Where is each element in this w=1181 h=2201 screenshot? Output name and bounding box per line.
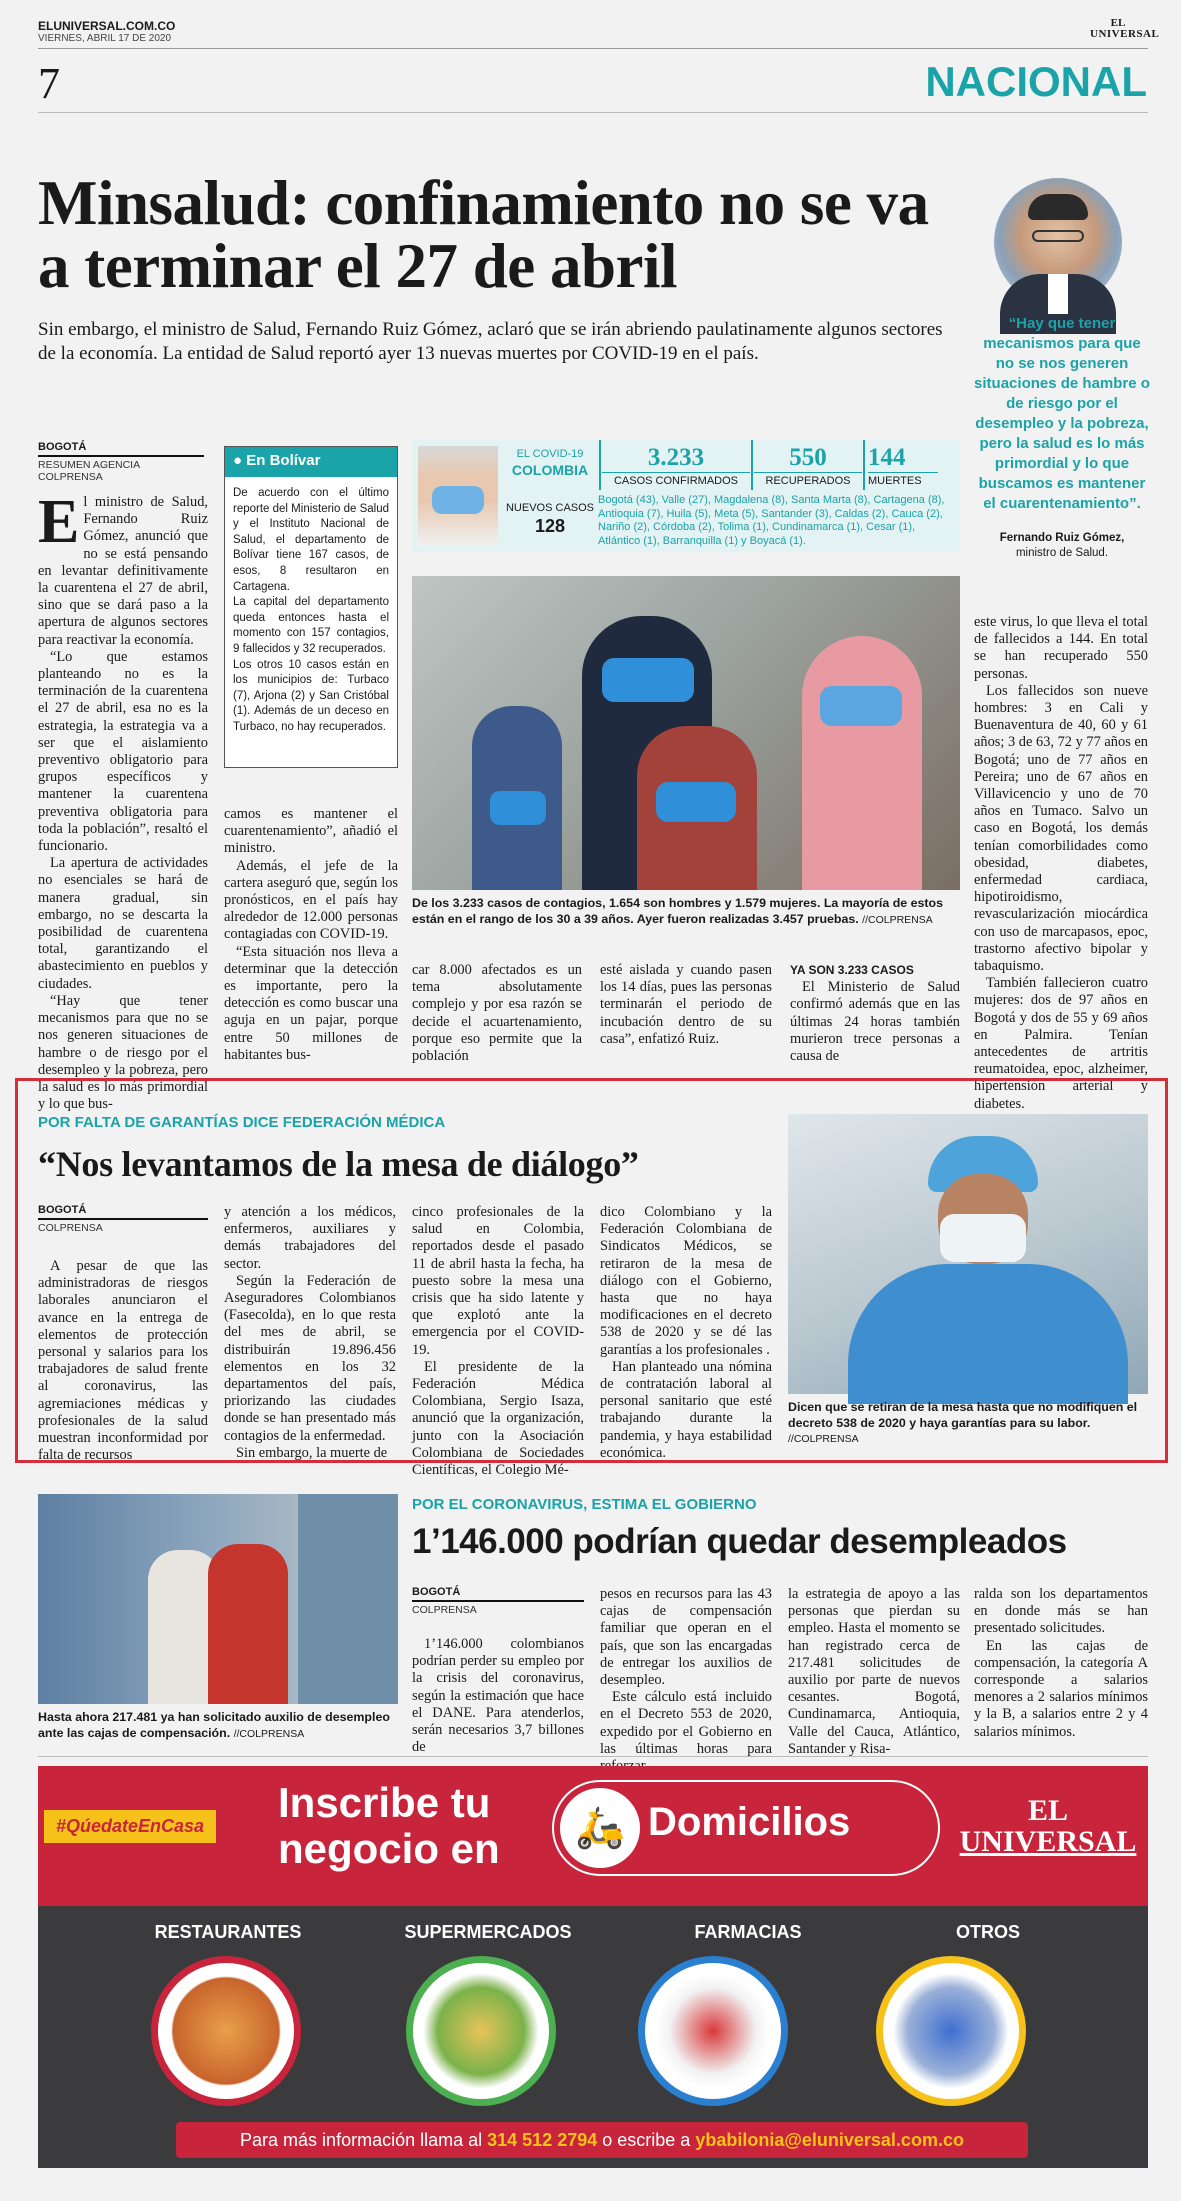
confirmed-stat [602,444,750,487]
subhead: YA SON 3.233 CASOS [790,963,914,977]
main-col-5 [790,962,960,1065]
footer-phone: 314 512 2794 [487,2130,598,2150]
category-supermercados: SUPERMERCADOS [404,1922,572,1942]
portrait-shirt [1048,274,1068,314]
mask-1 [490,791,546,825]
main-photo-caption [412,896,960,928]
bolivar-box-body [225,477,397,745]
page-number: 7 [38,59,60,108]
portrait-hair [1028,194,1088,220]
recovered-label: RECUPERADOS [754,472,862,487]
new-cases-value: 128 [534,516,566,536]
new-cases-breakdown: Bogotá (43), Valle (27), Magdalena (8), Santa Marta (8), Cartagena (8), Antioquia (7), Huila (5), Meta (5), Santander (3), Caldas (2), Cauca (2), Nariño (2), Córdoba (2), Tolima (1), Cundinamarca (1), Cesar (1), Atlántico (1), Barranquilla (1) y Boyacá (1). [598,494,945,547]
masthead-date: VIERNES, ABRIL 17 DE 2020 [38,33,172,44]
paragraph: ralda son los departamentos en donde más se han presentado solicitudes. [974,1586,1148,1637]
person-4 [802,636,922,890]
nurse-photo [788,1114,1148,1394]
paragraph: En las cajas de compensación, la categoría A corresponde a salarios menores a 2 salarios mínimos y la B, a salarios entre 2 y 4 salarios mínimos. [974,1637,1148,1740]
stats-divider-3 [863,440,865,490]
other-circle [876,1956,1026,2106]
paragraph: Según la Federación de Aseguradores Colombianos (Fasecolda), en lo que resta del mes de abril, se distribuirán 19.896.456 elementos en los 32 departamentos del país, priorizando las ciudades donde se han presentado más contagios de la enfermedad. [224,1272,396,1444]
paragraph: Han planteado una nómina de contratación laboral al personal sanitario que esté trabajando durante la pandemia, y haya estabilidad económica. [600,1358,772,1461]
third-kicker: POR EL CORONAVIRUS, ESTIMA EL GOBIERNO [412,1496,757,1513]
doctor-mask-image [418,446,498,546]
paragraph: Este cálculo está incluido en el Decreto 553 de 2020, expedido por el Gobierno en las últimas horas para [600,1689,772,1757]
main-photo [412,576,960,890]
paragraph: 1’146.000 colombianos podrían perder su empleo por la crisis del coronavirus, según la estimación que hace el DANE. Para atenderlos, serán necesarios 3,7 billones de [412,1636,584,1756]
paragraph: También fallecieron cuatro mujeres: dos de 97 años en Bogotá y dos de 55 y 69 años en Palmira. Tenían antecedentes de artritis reumatoidea, epoc, alzheimer, hipertensión arterial y diabetes. [974,975,1148,1112]
new-cases-label: NUEVOS CASOS [505,502,595,514]
main-col-3 [412,962,582,1065]
paragraph: esté aislada y cuando pasen los 14 días, pues las personas terminarán el periodo de incubación dentro de su casa”, enfatizó Ruiz. [600,962,772,1047]
paragraph: cinco profesionales de la salud en Colombia, reportados desde el pasado 11 de abril hasta la fecha, ha puesto sobre la mesa una crisis que ha sido latente y que explotó ante la emergencia por el COVID-19. [412,1204,584,1358]
logo-bottom: UNIVERSAL [1090,28,1160,40]
delivery-icon: 🛵 [560,1788,640,1868]
byline-city: BOGOTÁ [38,441,87,453]
third-col-3 [788,1586,960,1758]
byline-agency: RESUMEN AGENCIA COLPRENSA [38,455,204,483]
main-col-1 [38,488,208,1113]
paragraph: este virus, lo que lleva el total de fallecidos a 144. En total se han recuperado 550 personas. [974,614,1148,682]
caption-text: Hasta ahora 217.481 ya han solicitado auxilio de desempleo ante las cajas de compensación. [38,1710,390,1740]
byline-agency: COLPRENSA [38,1218,208,1234]
unemployed-photo-caption [38,1710,400,1742]
logo-top: EL [1110,17,1126,29]
second-byline [38,1204,208,1234]
deaths-stat [868,444,938,487]
second-headline: “Nos levantamos de la mesa de diálogo” [38,1144,639,1184]
bolivar-box-title: En Bolívar [246,452,321,469]
second-col-2 [224,1204,396,1462]
mask-2 [602,658,694,702]
stats-divider-1 [599,440,601,490]
nurse-mask [940,1214,1026,1262]
unemployed-photo [38,1494,398,1704]
third-byline [412,1586,584,1616]
second-col-1 [38,1258,208,1464]
groceries-circle [406,1956,556,2106]
portrait-glasses [1032,230,1084,242]
header-rule [38,48,1148,49]
stats-label-top: EL COVID-19 [516,448,584,460]
pull-quote: “Hay que tener mecanismos para que no se nos generen situaciones de hambre o de riesgo por el desempleo y la pobreza, pero la salud es lo más primordial y lo que buscamos es mantener el cuarentenamiento”. [974,315,1150,512]
minister-portrait [994,178,1122,306]
paragraph: car 8.000 afectados es un tema absolutamente complejo y por esa razón se decide el acuartenamiento, porque eso permite que la población [412,962,582,1065]
footer-mid: o escribe a [597,2130,696,2150]
dropcap: E [38,488,80,556]
quote-author: Fernando Ruiz Gómez, [999,532,1125,544]
domicilios-ad [38,1766,1148,2168]
caption-credit: //COLPRENSA [788,1433,859,1445]
covid-stats-box [412,440,960,552]
hashtag-badge: #QúedateEnCasa [44,1810,216,1843]
main-dek: Sin embargo, el ministro de Salud, Fernando Ruiz Gómez, aclaró que se irán abriendo paulatinamente algunos sectores de la economía. La entidad de Salud reportó ayer 13 nuevas muertes por COVID-19 en el país. [38,319,943,364]
stats-divider-2 [751,440,753,490]
paragraph: Los fallecidos son nueve hombres: 3 en Cali y Buenaventura de 40, 60 y 61 años; 3 de 63, 72 y 77 años en Bogotá; uno de 77 años en Pereira; uno de 67 años en Villavicencio y uno de 70 años en Tumaco. Salvo un caso en Bogotá, los demás tenían comorbilidades como obesidad, diabetes, enfermedad cardiaca, hipotiroidismo, revascularización miocárdica con uso de marcapasos, epoc, trastorno afectivo bipolar y tabaquismo. [974,682,1148,975]
paragraph: camos es mantener el cuarentenamiento”, añadió el ministro. [224,806,398,857]
byline-city: BOGOTÁ [38,1204,87,1216]
caption-credit: //COLPRENSA [233,1727,305,1740]
paragraph: “Lo que estamos planteando no es la terminación de la cuarentena el 27 de abril, esa no es la estrategia, la estrategia va a ser que el aislamiento preventivo obligatorio para grupos específicos y mantener la cuarentena preventiva obligatoria para toda la población”, resaltó el funcionario. [38,648,208,855]
third-col-4 [974,1586,1148,1741]
paragraph: “Esta situación nos lleva a determinar que la detección es importante, pero la detección es como buscar una aguja en un pajar, porque entre 50 millones de habitantes bus- [224,943,398,1063]
main-byline [38,441,204,483]
paragraph: la estrategia de apoyo a las personas que pierdan su empleo. Hasta el momento se han registrado cerca de 217.481 solicitudes de auxilio por parte de nuevos cesantes. Bogotá, Cundinamarca, Antioquia, Valle del Cauca, Atlántico, Santander y Risa- [788,1586,960,1757]
paragraph: El Ministerio de Salud confirmó además que en las últimas 24 horas también murieron trece personas a causa de [790,979,960,1065]
bolivar-text-1: De acuerdo con el último reporte del Ministerio de Salud y el Instituto Nacional de Salud, el departamento de Bolívar tiene 167 casos, de esos, 8 resultaron en Cartagena. [233,487,389,593]
bolivar-text-2: La capital del departamento queda entonces hasta el momento con 157 contagios, 9 fallecidos y 32 recuperados. [233,596,389,655]
mask-shape [432,486,484,514]
deaths-label: MUERTES [868,472,938,487]
ad-logo-bottom: UNIVERSAL [959,1825,1137,1858]
caption-text: Dicen que se retiran de la mesa hasta que no modifiquen el decreto 538 de 2020 y haya garantías para su labor. [788,1400,1138,1430]
third-col-1 [412,1636,584,1756]
doorway [298,1494,398,1704]
paragraph: l ministro de Salud, Fernando Ruiz Gómez, anunció que no se está pensando en levantar definitivamente la cuarentena el 27 de abril, sino que se dará paso a la apertura de algunos sectores para reactivar la economía. [38,494,208,648]
category-farmacias: FARMACIAS [694,1922,802,1942]
paragraph: A pesar de que las administradoras de riesgos laborales anunciaron el avance en la entrega de elementos de protección personal y salarios para los trabajadores de salud frente al coronavirus, las agremiaciones médicas y profesionales de la salud muestran inconformidad por falta de recursos [38,1258,208,1464]
pizza-circle [151,1956,301,2106]
main-col-6 [974,614,1148,1113]
paragraph: dico Colombiano y la Federación Colombiana de Sindicatos Médicos, se retiraron de la mesa de diálogo con el Gobierno, hasta que no haya modificaciones en el decreto 538 de 2020 y se dé las garantías a los profesionales . [600,1204,772,1358]
masthead-logo [1090,17,1160,40]
third-headline: 1’146.000 podrían quedar desempleados [412,1522,1067,1561]
nurse-gown [848,1264,1128,1404]
domicilios-brand: Domicilios [648,1800,851,1844]
ad-line-1: Inscribe tu [278,1779,491,1826]
paragraph: Además, el jefe de la cartera aseguró que, según los pronósticos, en el país hay alrededor de 12.000 personas contagiadas con COVID-19. [224,857,398,943]
paragraph: La apertura de actividades no esenciales se hará de manera gradual, sin embargo, no se descarta la posibilidad de cuarentena total, garantizando el abastecimiento en pueblos y ciudades. [38,855,208,992]
footer-email: ybabilonia@eluniversal.com.co [695,2130,964,2150]
paragraph: y atención a los médicos, enfermeros, auxiliares y demás trabajadores del sector. [224,1204,396,1272]
ad-footer [176,2122,1028,2158]
header-rule-2 [38,112,1148,113]
byline-agency: COLPRENSA [412,1600,584,1616]
recovered-value: 550 [789,444,827,471]
section-title: NACIONAL [925,58,1147,105]
bolivar-text-3: Los otros 10 casos están en los municipios de: Turbaco (7), Arjona (2) y San Cristóbal (1). Además de un deceso en Turbaco, no hay recuperados. [233,658,389,733]
paragraph: pesos en recursos para las 43 cajas de compensación familiar que operan en el país, que son las encargadas de entregar los auxilios de desempleo. [600,1586,772,1689]
second-kicker: POR FALTA DE GARANTÍAS DICE FEDERACIÓN MÉDICA [38,1114,446,1131]
main-col-4 [600,962,772,1048]
category-restaurantes: RESTAURANTES [154,1922,302,1942]
confirmed-value: 3.233 [647,444,705,471]
bolivar-box-header [225,447,397,477]
ad-logo-top: EL [1027,1794,1069,1827]
section-rule [38,1756,1148,1757]
confirmed-label: CASOS CONFIRMADOS [602,472,750,487]
caption-text: De los 3.233 casos de contagios, 1.654 son hombres y 1.579 mujeres. La mayoría de estos están en el rango de los 30 a 39 años. Ayer fueron realizadas 3.457 pruebas. [412,896,943,926]
mask-4 [820,686,902,726]
third-col-2 [600,1586,772,1775]
second-col-4 [600,1204,772,1462]
paragraph: El presidente de la Federación Médica Colombiana, Sergio Isaza, anunció que la organización, junto con la Asociación Colombiana de Sociedades Científicas, el Colegio Mé- [412,1358,584,1479]
main-col-2 [224,806,398,1064]
person-man [208,1544,288,1704]
deaths-value: 144 [868,444,906,471]
bullet-icon: ● [233,452,243,469]
category-otros: OTROS [955,1922,1020,1942]
quote-author-role: ministro de Salud. [1015,547,1109,559]
caption-credit: //COLPRENSA [862,913,933,926]
main-headline: Minsalud: confinamiento no se va a terminar el 27 de abril [38,168,929,301]
recovered-stat [754,444,862,487]
bolivar-box [224,446,398,768]
pharmacy-circle [638,1956,788,2106]
masthead-site: ELUNIVERSAL.COM.CO [38,19,176,33]
ad-logo [958,1796,1138,1858]
paragraph: “Hay que tener mecanismos para que no se nos generen situaciones de hambre o de riesgo por el desempleo y la pobreza, pero la salud es lo más primordial y lo que bus- [38,992,208,1113]
byline-city: BOGOTÁ [412,1586,461,1598]
footer-prefix: Para más información llama al [240,2130,488,2150]
stats-country: COLOMBIA [511,462,589,478]
paragraph: Sin embargo, la muerte de [236,1444,388,1461]
mask-3 [656,782,736,822]
ad-line-2: negocio en [278,1825,500,1872]
second-col-3 [412,1204,584,1479]
nurse-photo-caption [788,1400,1148,1448]
